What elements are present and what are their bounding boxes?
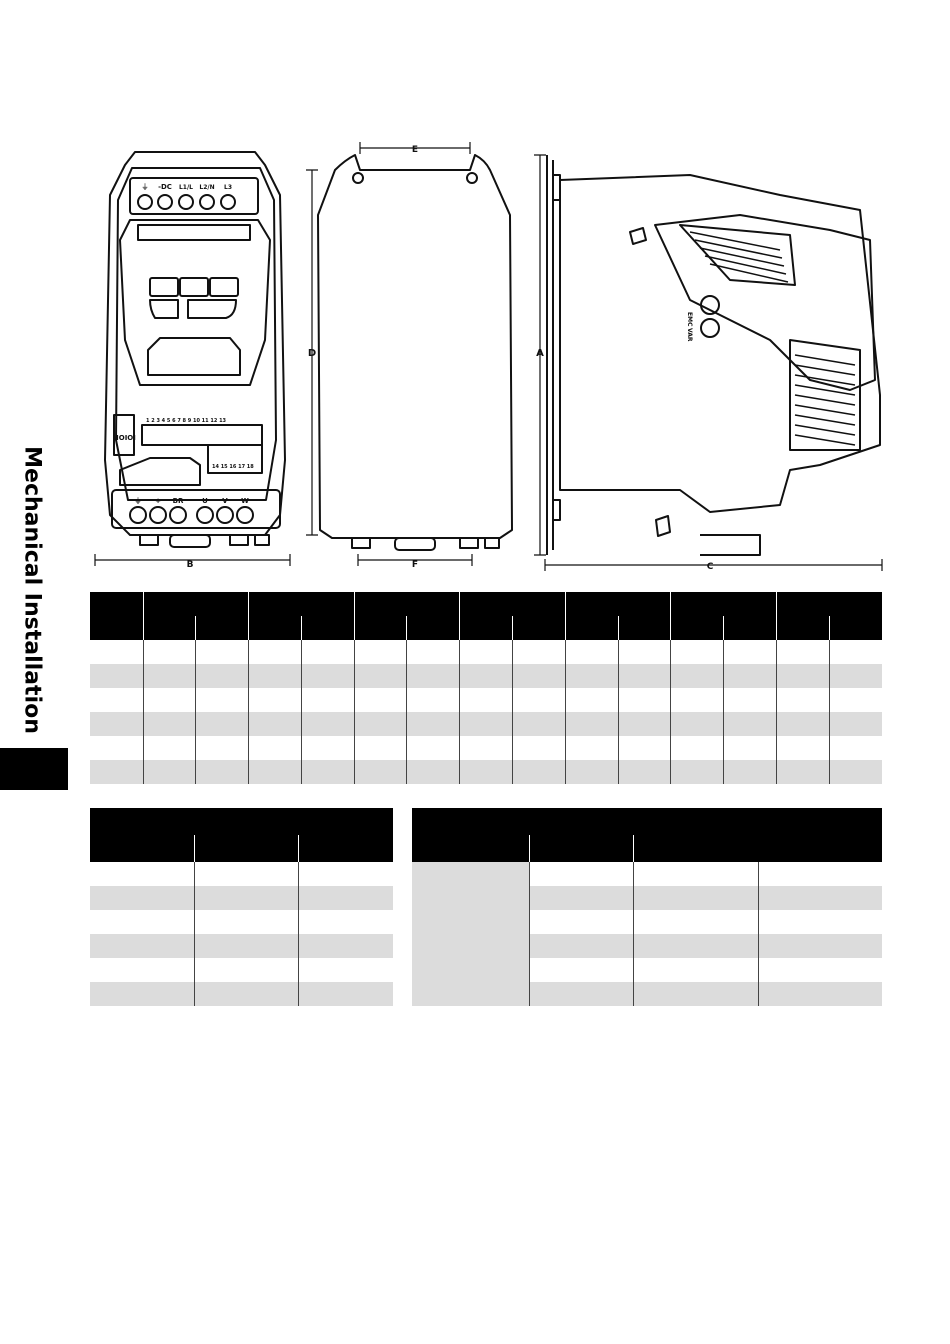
control-terminal-numbers: 1 2 3 4 5 6 7 8 9 10 11 12 13: [146, 418, 227, 424]
table-row: [412, 862, 882, 886]
section-title: Mechanical Installation: [19, 446, 45, 734]
control-terminal-numbers-2: 14 15 16 17 18: [212, 464, 254, 470]
var-label: VAR: [686, 328, 693, 342]
motor-label-plus: +: [155, 497, 161, 505]
dim-label-d: D: [307, 348, 317, 359]
mounting-table: [90, 808, 393, 1006]
group-header: [460, 592, 566, 616]
terminal-label-l1: L1/L: [178, 184, 194, 191]
table-row: [90, 712, 882, 736]
group-header: [671, 592, 777, 616]
terminal-label-l2: L2/N: [199, 184, 215, 191]
table-row: [90, 886, 393, 910]
tightening-table: [412, 808, 882, 1006]
dimensions-table: [90, 592, 882, 784]
group-header: [354, 592, 460, 616]
terminal-label-l3: L3: [224, 184, 232, 191]
comm-port-label: IOIOI: [116, 434, 136, 442]
dim-label-b: B: [186, 560, 194, 570]
table-row: [90, 982, 393, 1006]
motor-label-w: W: [241, 497, 249, 505]
motor-label-br: BR: [172, 497, 184, 505]
table-row: [90, 862, 393, 886]
tightening-title-bar: [412, 808, 882, 835]
drive-dimension-drawing: [90, 140, 885, 580]
side-view: [547, 155, 880, 555]
terminal-label-earth: ⏚: [141, 183, 149, 191]
table-row: [90, 736, 882, 760]
dim-label-e: E: [411, 145, 419, 155]
table-row: [90, 664, 882, 688]
dim-label-c: C: [706, 562, 714, 572]
table-row: [90, 934, 393, 958]
size-header-cell: [90, 592, 143, 640]
front-view: [105, 152, 285, 547]
rear-view: [318, 155, 512, 550]
mounting-title-bar: [90, 808, 393, 835]
motor-label-earth: ⏚: [134, 497, 142, 505]
group-header: [565, 592, 671, 616]
section-tab-marker: [0, 748, 68, 790]
group-header: [143, 592, 249, 616]
table-row: [90, 760, 882, 784]
motor-label-v: V: [222, 497, 228, 505]
group-header: [777, 592, 883, 616]
dim-label-f: F: [411, 560, 419, 570]
table-row: [90, 688, 882, 712]
terminal-label-dc: -DC: [158, 183, 172, 191]
table-row: [90, 958, 393, 982]
motor-label-u: U: [202, 497, 208, 505]
dim-label-a: A: [536, 348, 544, 359]
emc-label: EMC: [686, 312, 693, 327]
group-header: [249, 592, 355, 616]
table-row: [90, 910, 393, 934]
table-row: [90, 640, 882, 664]
